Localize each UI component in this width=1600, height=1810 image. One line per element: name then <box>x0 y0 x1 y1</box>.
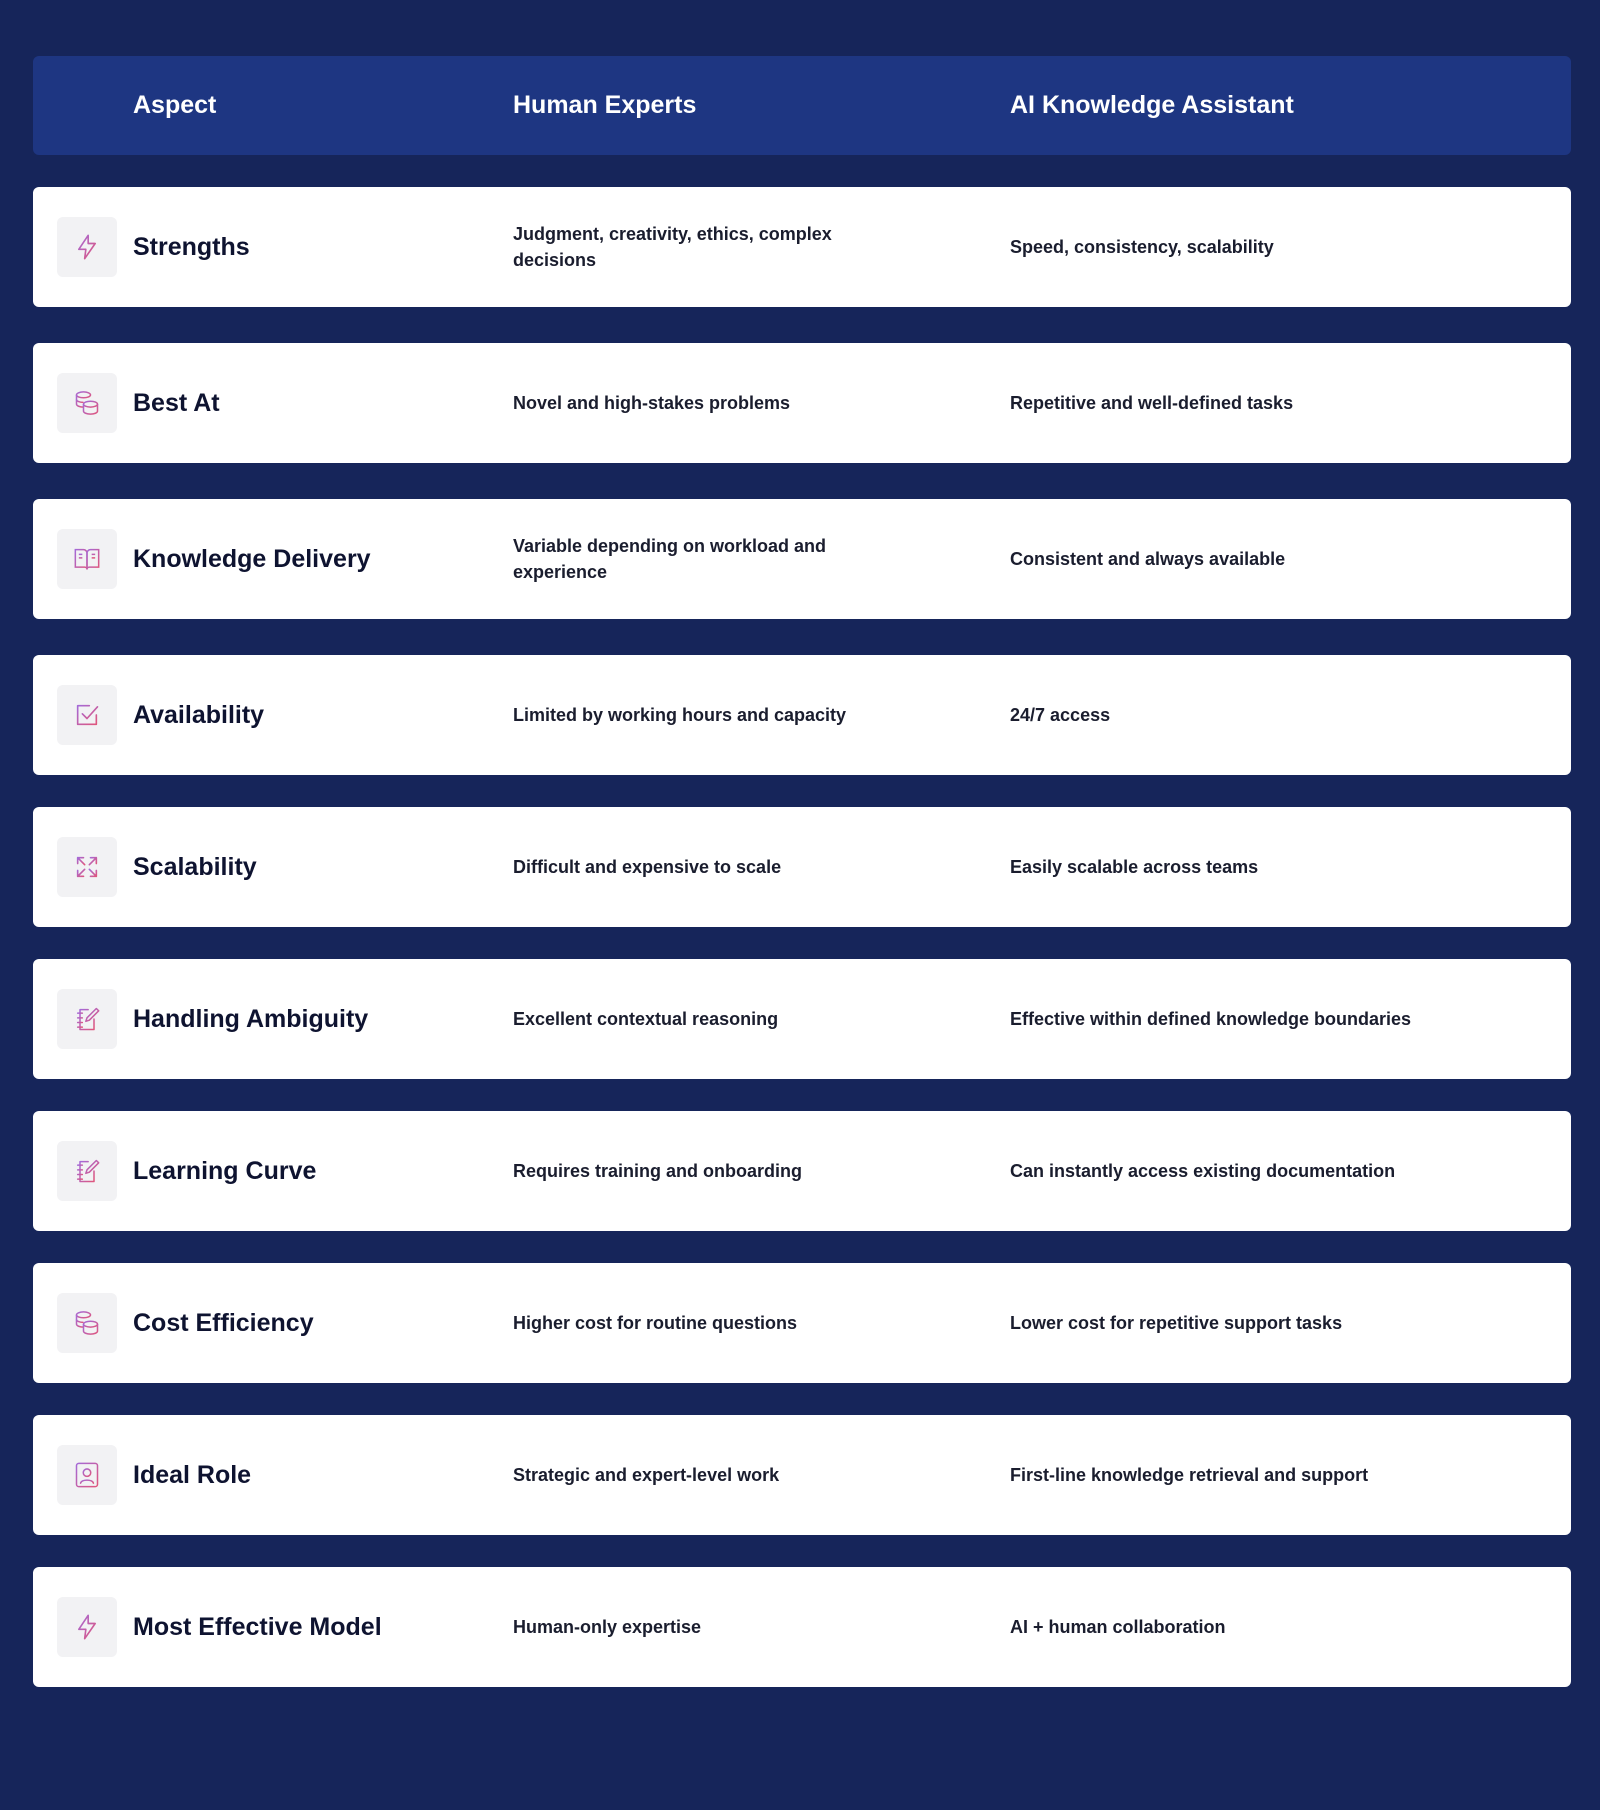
ai-cell: AI + human collaboration <box>1010 1617 1226 1637</box>
table-row <box>33 807 1571 927</box>
aspect-label: Cost Efficiency <box>133 1308 314 1337</box>
human-cell: Strategic and expert-level work <box>513 1465 780 1485</box>
ai-cell: 24/7 access <box>1010 705 1111 725</box>
lightning-icon <box>57 217 117 277</box>
lightning-icon <box>57 1597 117 1657</box>
human-cell: Limited by working hours and capacity <box>513 705 847 725</box>
table-row <box>33 655 1571 775</box>
header-human-experts: Human Experts <box>513 91 697 119</box>
table-row <box>33 959 1571 1079</box>
notebook-pen-icon <box>57 989 117 1049</box>
table-row <box>33 1111 1571 1231</box>
table-row <box>33 1263 1571 1383</box>
coins-icon <box>57 1293 117 1353</box>
aspect-label: Availability <box>133 700 265 729</box>
table-row <box>33 1567 1571 1687</box>
ai-cell: Can instantly access existing documentation <box>1010 1161 1396 1181</box>
checkbox-icon <box>57 685 117 745</box>
human-cell: Difficult and expensive to scale <box>513 857 782 877</box>
table-row <box>33 1415 1571 1535</box>
aspect-label: Learning Curve <box>133 1156 317 1185</box>
ai-cell: Speed, consistency, scalability <box>1010 237 1274 257</box>
human-cell: Judgment, creativity, ethics, complex decisions <box>513 224 832 270</box>
ai-cell: Consistent and always available <box>1010 549 1286 569</box>
ai-cell: Repetitive and well-defined tasks <box>1010 393 1294 413</box>
human-cell: Higher cost for routine questions <box>513 1313 798 1333</box>
aspect-label: Strengths <box>133 232 250 261</box>
comparison-table <box>33 56 1571 1641</box>
ai-cell: Lower cost for repetitive support tasks <box>1010 1313 1343 1333</box>
notebook-pen-icon <box>57 1141 117 1201</box>
human-cell: Variable depending on workload and experience <box>513 536 827 582</box>
aspect-label: Most Effective Model <box>133 1612 382 1641</box>
ai-cell: Effective within defined knowledge boundaries <box>1010 1009 1412 1029</box>
aspect-label: Handling Ambiguity <box>133 1004 369 1033</box>
aspect-label: Best At <box>133 388 220 417</box>
open-book-icon <box>57 529 117 589</box>
ai-cell: First-line knowledge retrieval and support <box>1010 1465 1369 1485</box>
aspect-label: Scalability <box>133 852 257 881</box>
user-portrait-icon <box>57 1445 117 1505</box>
table-header <box>33 56 1571 155</box>
table-row <box>33 343 1571 463</box>
header-ai-assistant: AI Knowledge Assistant <box>1010 91 1294 119</box>
table-row <box>33 187 1571 307</box>
aspect-label: Ideal Role <box>133 1460 252 1489</box>
human-cell: Excellent contextual reasoning <box>513 1009 779 1029</box>
expand-arrows-icon <box>57 837 117 897</box>
header-aspect: Aspect <box>133 91 217 119</box>
coins-icon <box>57 373 117 433</box>
ai-cell: Easily scalable across teams <box>1010 857 1259 877</box>
human-cell: Novel and high-stakes problems <box>513 393 791 413</box>
aspect-label: Knowledge Delivery <box>133 544 371 573</box>
table-row <box>33 499 1571 619</box>
human-cell: Requires training and onboarding <box>513 1161 803 1181</box>
human-cell: Human-only expertise <box>513 1617 702 1637</box>
